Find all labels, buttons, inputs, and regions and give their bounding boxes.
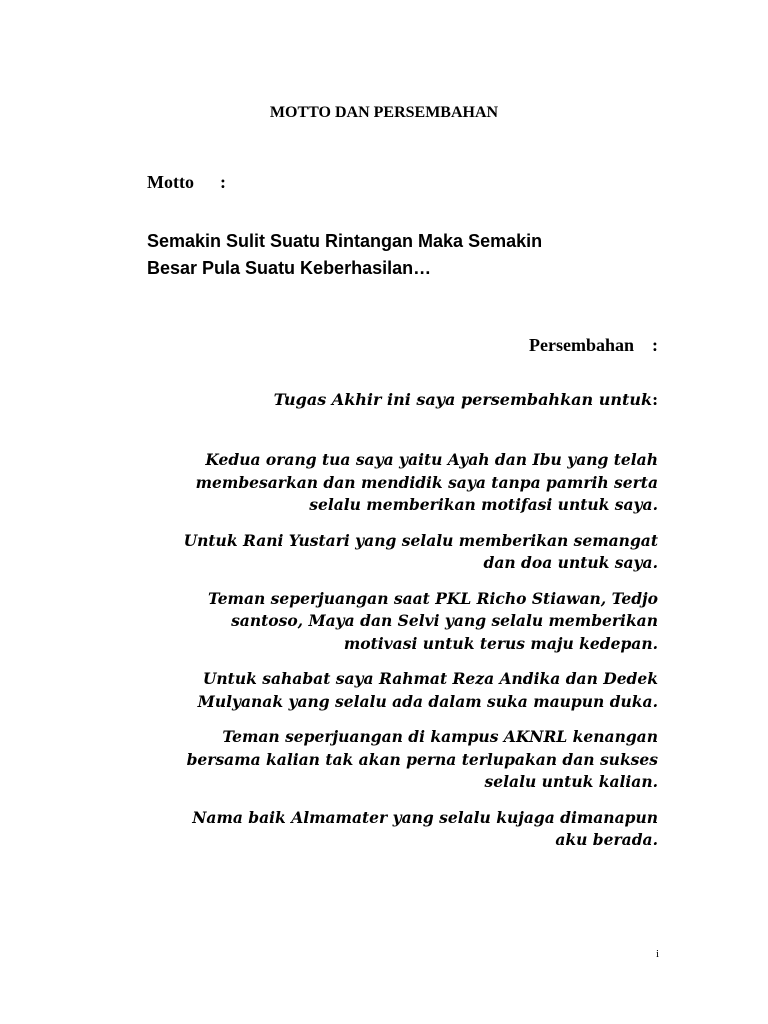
dedication-line: Untuk Rani Yustari yang selalu memberikan semangat bbox=[183, 530, 658, 550]
dedication-line: Teman seperjuangan di kampus AKNRL kenangan bbox=[222, 727, 658, 746]
motto-line: Semakin Sulit Suatu Rintangan Maka Semakin bbox=[147, 231, 543, 251]
dedication-line: Untuk sahabat saya Rahmat Reza Andika dan Dedek bbox=[202, 669, 658, 688]
persembahan-colon: : bbox=[652, 335, 658, 355]
motto-text bbox=[147, 228, 667, 282]
persembahan-intro bbox=[274, 390, 658, 409]
page-title: MOTTO DAN PERSEMBAHAN bbox=[269, 104, 499, 121]
dedication-line: santoso, Maya dan Selvi yang selalu memberikan bbox=[231, 611, 658, 630]
dedication-item bbox=[148, 726, 658, 794]
dedication-line: selalu untuk kalian. bbox=[484, 772, 658, 791]
dedication-line: membesarkan dan mendidik saya tanpa pamrih serta bbox=[195, 472, 658, 492]
dedication-line: Teman seperjuangan saat PKL Richo Stiawan, Tedjo bbox=[207, 588, 658, 608]
dedication-line: selalu memberikan motifasi untuk saya. bbox=[309, 495, 658, 514]
dedication-item bbox=[148, 668, 658, 713]
dedication-item bbox=[148, 807, 658, 852]
dedication-item bbox=[148, 530, 658, 575]
dedication-line: dan doa untuk saya. bbox=[483, 553, 658, 572]
dedication-item bbox=[148, 449, 658, 517]
dedication-line: bersama kalian tak akan perna terlupakan dan sukses bbox=[186, 749, 658, 769]
motto-label: Motto bbox=[147, 172, 194, 192]
motto-line: Besar Pula Suatu Keberhasilan… bbox=[147, 258, 432, 278]
persembahan-label: Persembahan bbox=[529, 335, 634, 355]
dedication-line: Nama baik Almamater yang selalu kujaga dimanapun bbox=[192, 807, 658, 827]
dedication-item bbox=[148, 588, 658, 656]
dedication-list bbox=[148, 449, 658, 865]
dedication-line: aku berada. bbox=[555, 830, 658, 849]
motto-heading bbox=[147, 172, 226, 193]
intro-colon: : bbox=[652, 390, 658, 409]
dedication-line: motivasi untuk terus maju kedepan. bbox=[343, 633, 658, 653]
dedication-line: Kedua orang tua saya yaitu Ayah dan Ibu yang telah bbox=[205, 450, 658, 469]
intro-text: Tugas Akhir ini saya persembahkan untuk bbox=[273, 390, 653, 409]
page-number: i bbox=[655, 948, 659, 960]
motto-colon: : bbox=[219, 172, 226, 192]
dedication-line: Mulyanak yang selalu ada dalam suka maupun duka. bbox=[197, 691, 658, 711]
persembahan-heading bbox=[529, 335, 658, 356]
